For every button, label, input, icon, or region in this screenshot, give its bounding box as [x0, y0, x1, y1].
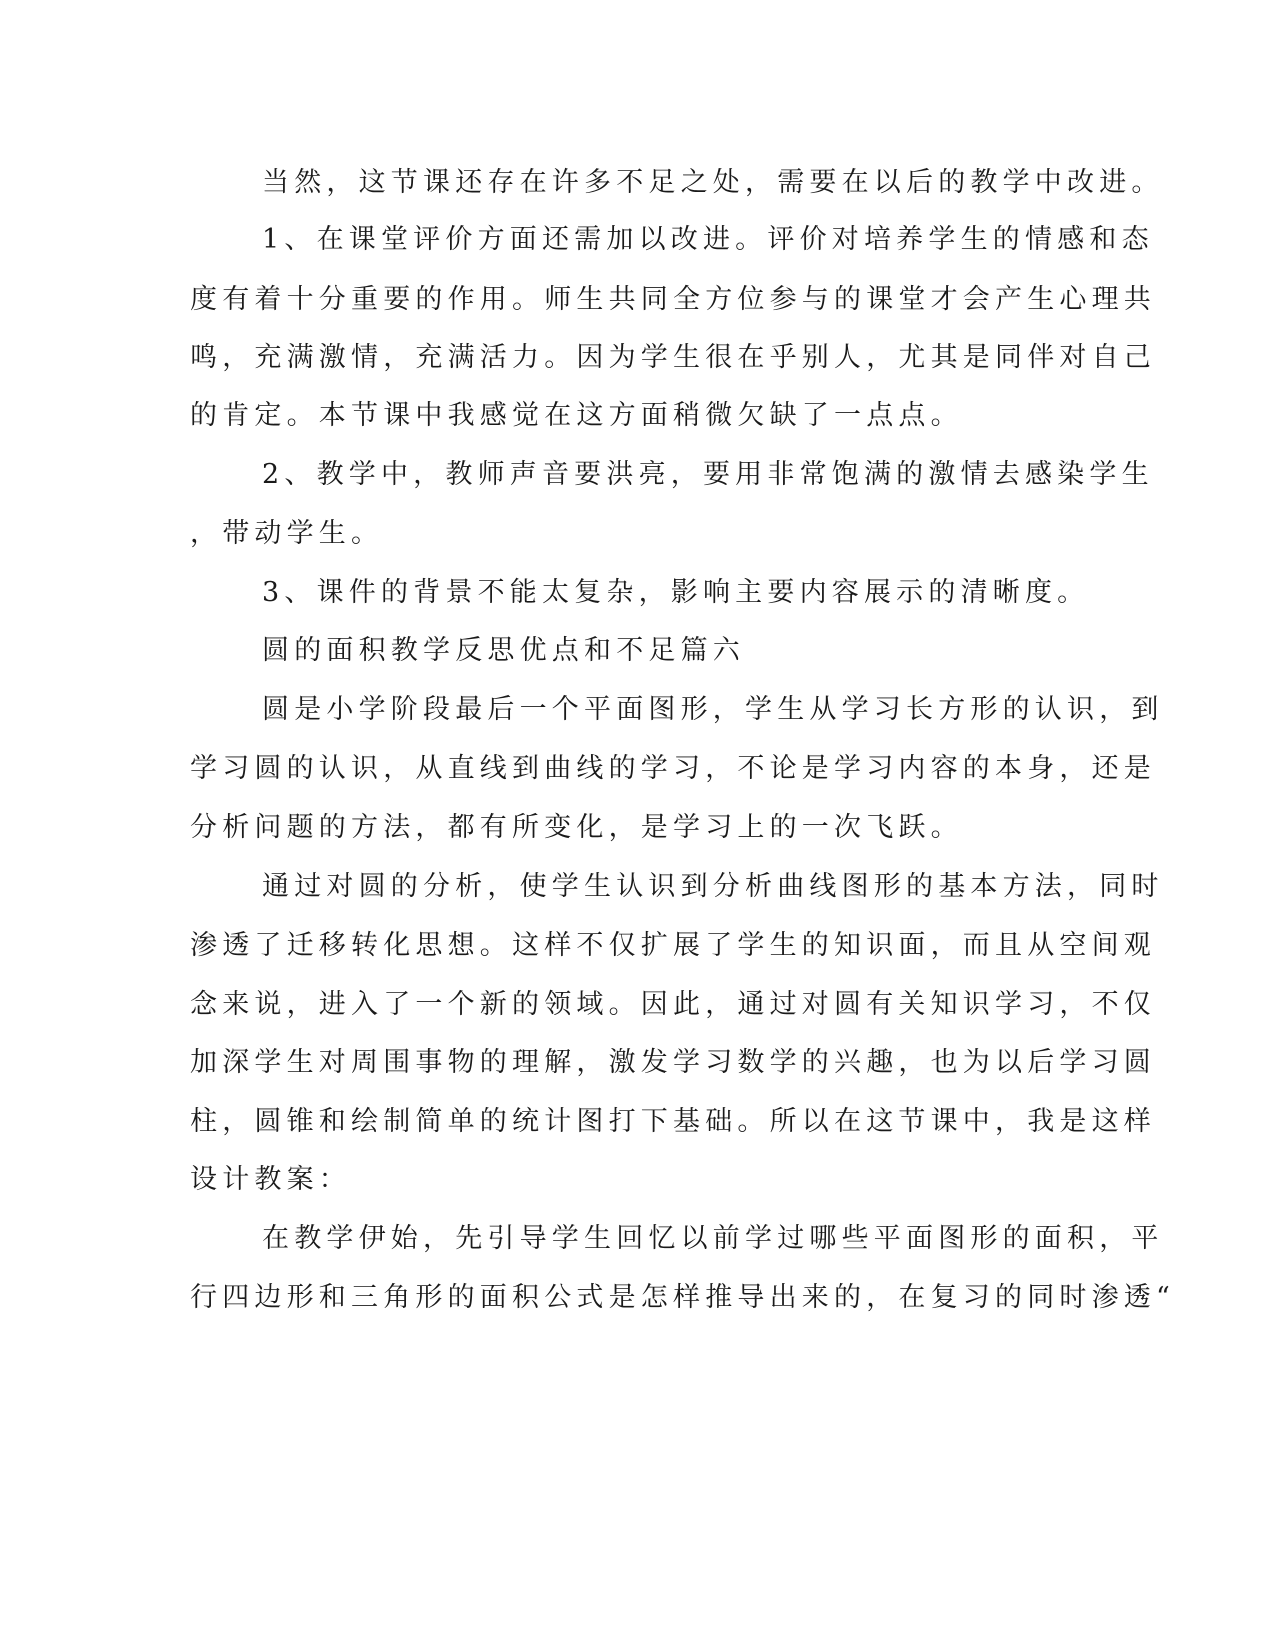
paragraph-line: 柱，圆锥和绘制简单的统计图打下基础。所以在这节课中，我是这样 [190, 1106, 1156, 1137]
paragraph-line: 学习圆的认识，从直线到曲线的学习，不论是学习内容的本身，还是 [190, 753, 1156, 784]
paragraph-line: 圆是小学阶段最后一个平面图形，学生从学习长方形的认识，到 [262, 694, 1164, 725]
paragraph-line: 1、在课堂评价方面还需加以改进。评价对培养学生的情感和态 [262, 224, 1154, 255]
paragraph-line: ，带动学生。 [190, 518, 384, 549]
paragraph-line: 2、教学中，教师声音要洪亮，要用非常饱满的激情去感染学生 [262, 459, 1154, 490]
paragraph-line: 在教学伊始，先引导学生回忆以前学过哪些平面图形的面积，平 [262, 1223, 1164, 1254]
paragraph-line: 行四边形和三角形的面积公式是怎样推导出来的，在复习的同时渗透“ [190, 1282, 1176, 1313]
paragraph-line: 3、课件的背景不能太复杂，影响主要内容展示的清晰度。 [262, 577, 1090, 608]
paragraph-line: 度有着十分重要的作用。师生共同全方位参与的课堂才会产生心理共 [190, 284, 1156, 315]
paragraph-line: 通过对圆的分析，使学生认识到分析曲线图形的基本方法，同时 [262, 871, 1164, 902]
paragraph-line: 念来说，进入了一个新的领域。因此，通过对圆有关知识学习，不仅 [190, 989, 1156, 1020]
paragraph-line: 分析问题的方法，都有所变化，是学习上的一次飞跃。 [190, 812, 963, 843]
paragraph-line: 当然，这节课还存在许多不足之处，需要在以后的教学中改进。 [262, 167, 1164, 198]
paragraph-line: 设计教案： [190, 1164, 351, 1195]
paragraph-line: 的肯定。本节课中我感觉在这方面稍微欠缺了一点点。 [190, 400, 963, 431]
paragraph-line: 渗透了迁移转化思想。这样不仅扩展了学生的知识面，而且从空间观 [190, 930, 1156, 961]
paragraph-line: 鸣，充满激情，充满活力。因为学生很在乎别人，尤其是同伴对自己 [190, 342, 1156, 373]
paragraph-line: 加深学生对周围事物的理解，激发学习数学的兴趣，也为以后学习圆 [190, 1047, 1156, 1078]
section-heading: 圆的面积教学反思优点和不足篇六 [262, 635, 745, 666]
